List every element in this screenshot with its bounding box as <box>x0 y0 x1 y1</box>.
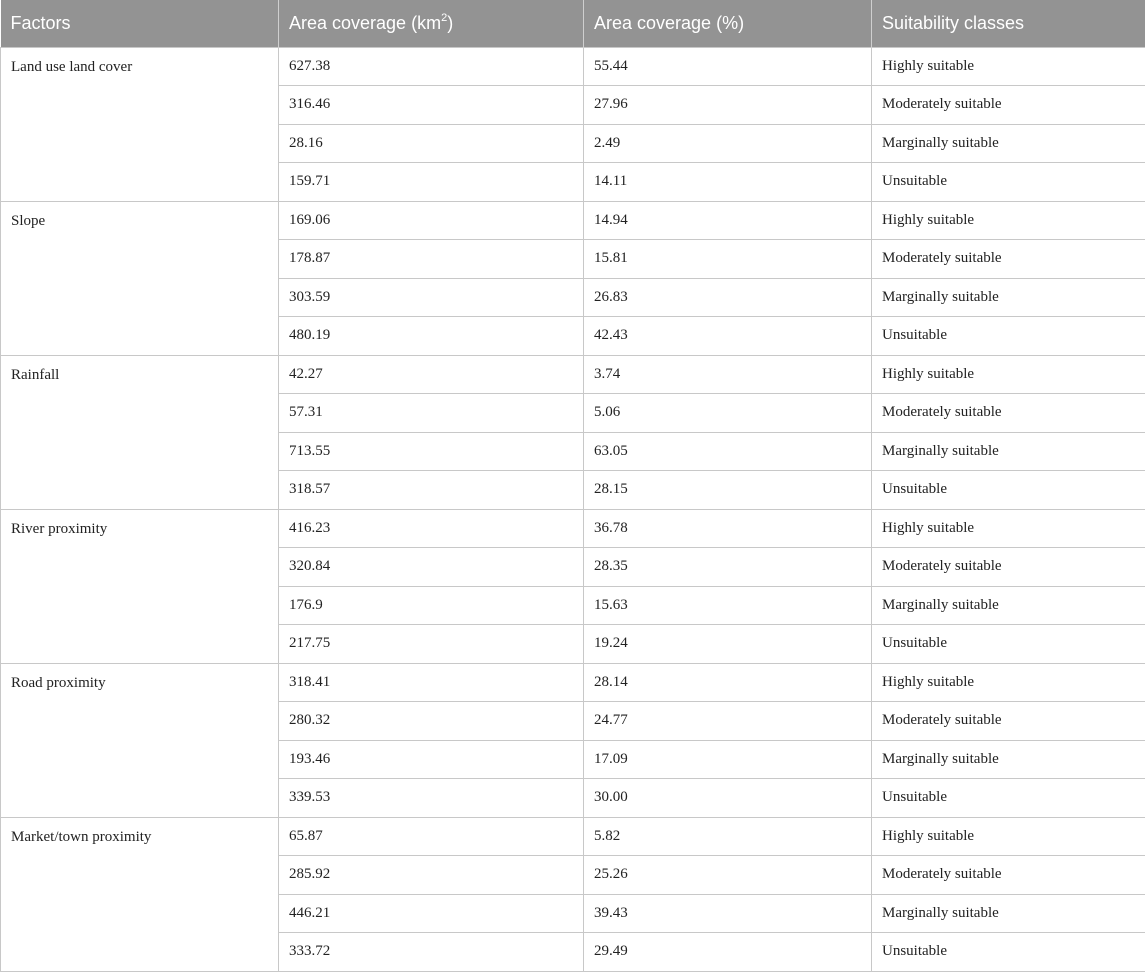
header-area-percent: Area coverage (%) <box>584 0 872 47</box>
header-row <box>1 0 1145 47</box>
table-body <box>1 47 1145 971</box>
factor-cell: Market/town proximity <box>1 817 279 971</box>
area-km2-cell: 285.92 <box>279 856 584 895</box>
suitability-class-cell: Marginally suitable <box>872 432 1145 471</box>
area-km2-cell: 316.46 <box>279 86 584 125</box>
suitability-class-cell: Marginally suitable <box>872 124 1145 163</box>
suitability-class-cell: Marginally suitable <box>872 894 1145 933</box>
area-percent-cell: 15.81 <box>584 240 872 279</box>
area-percent-cell: 2.49 <box>584 124 872 163</box>
header-area-km2-suffix: ) <box>447 12 454 33</box>
suitability-class-cell: Highly suitable <box>872 201 1145 240</box>
area-percent-cell: 3.74 <box>584 355 872 394</box>
suitability-class-cell: Moderately suitable <box>872 240 1145 279</box>
suitability-class-cell: Unsuitable <box>872 625 1145 664</box>
area-km2-cell: 320.84 <box>279 548 584 587</box>
area-percent-cell: 14.94 <box>584 201 872 240</box>
area-km2-cell: 713.55 <box>279 432 584 471</box>
area-percent-cell: 39.43 <box>584 894 872 933</box>
area-percent-cell: 42.43 <box>584 317 872 356</box>
area-km2-cell: 339.53 <box>279 779 584 818</box>
area-percent-cell: 27.96 <box>584 86 872 125</box>
area-km2-cell: 193.46 <box>279 740 584 779</box>
area-km2-cell: 176.9 <box>279 586 584 625</box>
suitability-class-cell: Highly suitable <box>872 663 1145 702</box>
area-km2-cell: 217.75 <box>279 625 584 664</box>
area-km2-cell: 280.32 <box>279 702 584 741</box>
area-km2-cell: 169.06 <box>279 201 584 240</box>
area-percent-cell: 5.82 <box>584 817 872 856</box>
area-percent-cell: 15.63 <box>584 586 872 625</box>
factor-cell: Rainfall <box>1 355 279 509</box>
area-percent-cell: 55.44 <box>584 47 872 86</box>
table-row <box>1 201 1145 240</box>
suitability-class-cell: Unsuitable <box>872 779 1145 818</box>
header-area-km2-prefix: Area coverage (km <box>289 12 442 33</box>
area-percent-cell: 63.05 <box>584 432 872 471</box>
suitability-class-cell: Highly suitable <box>872 355 1145 394</box>
area-percent-cell: 28.14 <box>584 663 872 702</box>
area-km2-cell: 159.71 <box>279 163 584 202</box>
area-km2-cell: 416.23 <box>279 509 584 548</box>
area-percent-cell: 26.83 <box>584 278 872 317</box>
suitability-class-cell: Highly suitable <box>872 817 1145 856</box>
area-percent-cell: 29.49 <box>584 933 872 972</box>
area-km2-cell: 318.41 <box>279 663 584 702</box>
table-row <box>1 817 1145 856</box>
table-row <box>1 47 1145 86</box>
table-row <box>1 355 1145 394</box>
suitability-class-cell: Unsuitable <box>872 317 1145 356</box>
area-km2-cell: 318.57 <box>279 471 584 510</box>
area-percent-cell: 5.06 <box>584 394 872 433</box>
area-percent-cell: 28.35 <box>584 548 872 587</box>
area-percent-cell: 17.09 <box>584 740 872 779</box>
area-km2-cell: 446.21 <box>279 894 584 933</box>
suitability-class-cell: Unsuitable <box>872 933 1145 972</box>
header-suitability-classes: Suitability classes <box>872 0 1145 47</box>
area-km2-cell: 178.87 <box>279 240 584 279</box>
factor-cell: Road proximity <box>1 663 279 817</box>
suitability-class-cell: Moderately suitable <box>872 86 1145 125</box>
factor-cell: Land use land cover <box>1 47 279 201</box>
header-area-km2 <box>279 0 584 47</box>
header-area-km2-superscript: 2 <box>441 11 448 24</box>
suitability-class-cell: Unsuitable <box>872 471 1145 510</box>
table-header <box>1 0 1145 47</box>
area-km2-cell: 65.87 <box>279 817 584 856</box>
suitability-class-cell: Highly suitable <box>872 47 1145 86</box>
area-km2-cell: 303.59 <box>279 278 584 317</box>
suitability-class-cell: Marginally suitable <box>872 278 1145 317</box>
suitability-class-cell: Moderately suitable <box>872 702 1145 741</box>
area-km2-cell: 627.38 <box>279 47 584 86</box>
suitability-class-cell: Moderately suitable <box>872 394 1145 433</box>
suitability-class-cell: Moderately suitable <box>872 856 1145 895</box>
suitability-class-cell: Unsuitable <box>872 163 1145 202</box>
table-row <box>1 663 1145 702</box>
area-km2-cell: 57.31 <box>279 394 584 433</box>
header-factors: Factors <box>1 0 279 47</box>
suitability-class-cell: Highly suitable <box>872 509 1145 548</box>
factor-cell: River proximity <box>1 509 279 663</box>
area-percent-cell: 30.00 <box>584 779 872 818</box>
area-km2-cell: 333.72 <box>279 933 584 972</box>
area-percent-cell: 24.77 <box>584 702 872 741</box>
area-percent-cell: 25.26 <box>584 856 872 895</box>
suitability-class-cell: Marginally suitable <box>872 586 1145 625</box>
area-km2-cell: 28.16 <box>279 124 584 163</box>
factor-cell: Slope <box>1 201 279 355</box>
suitability-class-cell: Moderately suitable <box>872 548 1145 587</box>
area-percent-cell: 28.15 <box>584 471 872 510</box>
table-row <box>1 509 1145 548</box>
area-km2-cell: 42.27 <box>279 355 584 394</box>
area-percent-cell: 19.24 <box>584 625 872 664</box>
area-km2-cell: 480.19 <box>279 317 584 356</box>
area-percent-cell: 14.11 <box>584 163 872 202</box>
suitability-class-cell: Marginally suitable <box>872 740 1145 779</box>
area-percent-cell: 36.78 <box>584 509 872 548</box>
